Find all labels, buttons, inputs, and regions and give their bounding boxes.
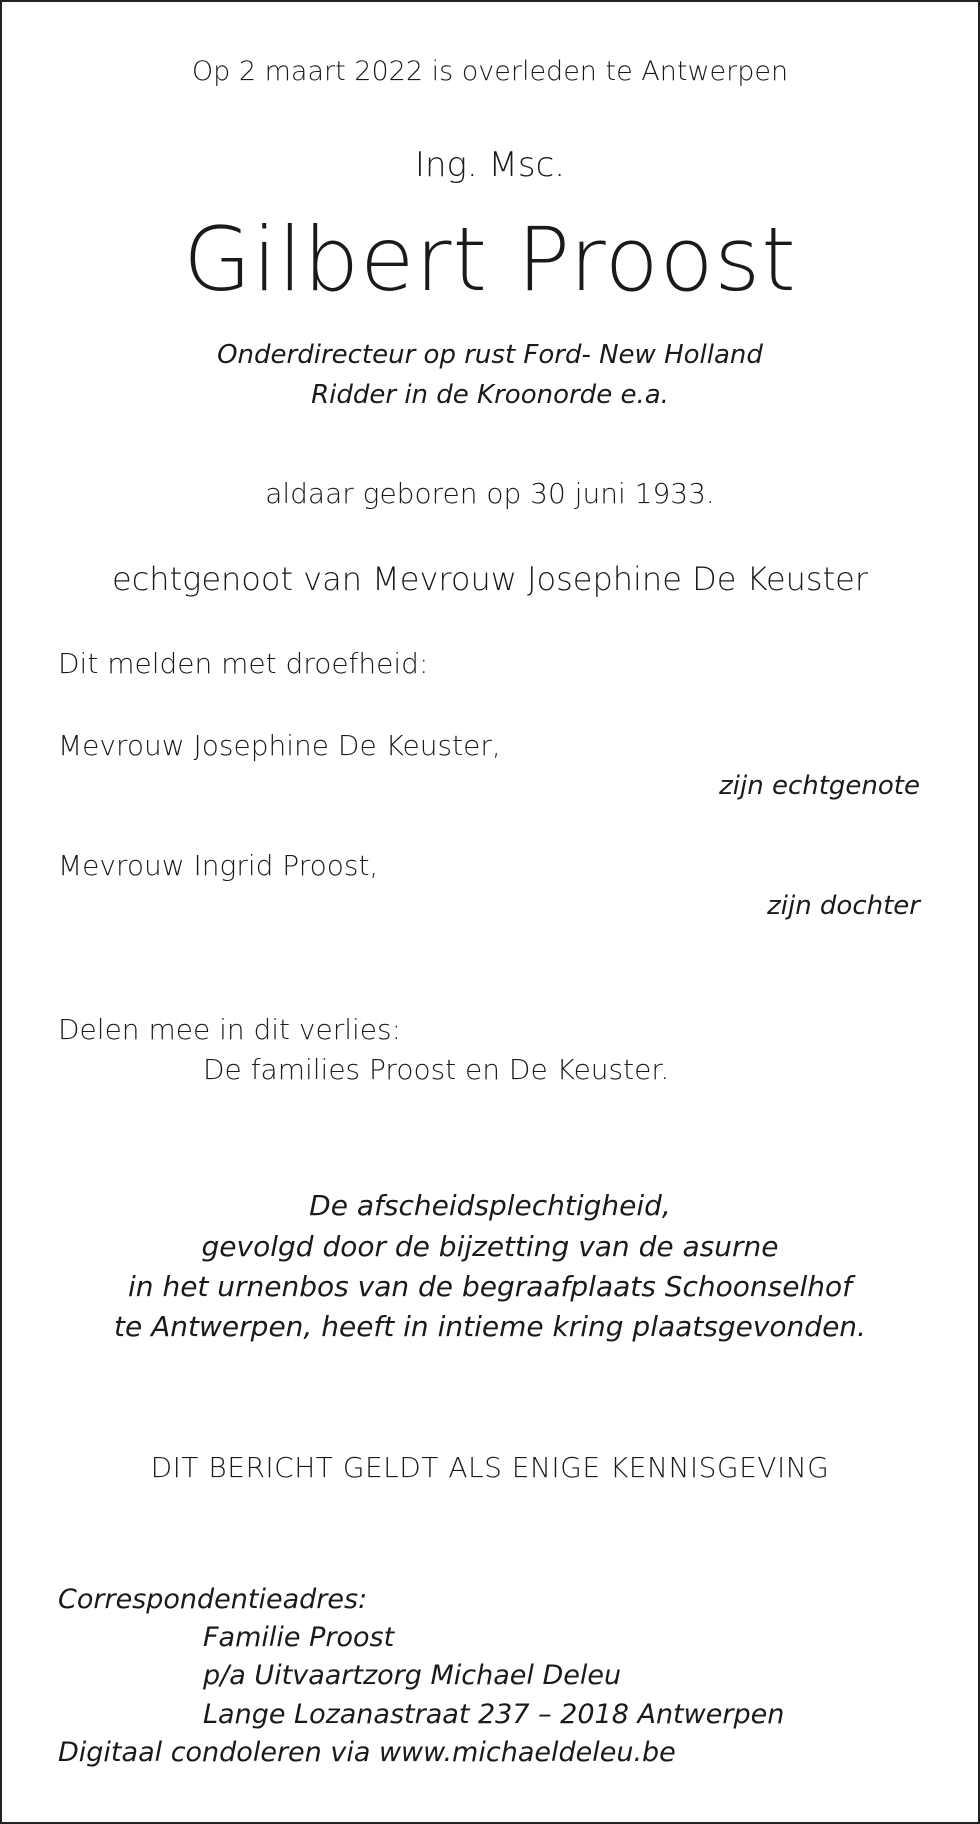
families-line: De families Proost en De Keuster.: [203, 1053, 670, 1086]
official-notice: DIT BERICHT GELDT ALS ENIGE KENNISGEVING: [150, 1451, 830, 1484]
ceremony-line: in het urnenbos van de begraafplaats Schoonselhof: [128, 1270, 852, 1303]
correspondence-label: Correspondentieadres:: [58, 1584, 368, 1615]
mourners-heading: Dit melden met droefheid:: [58, 647, 429, 680]
role-line: Ridder in de Kroonorde e.a.: [311, 380, 669, 410]
mourner-name: Mevrouw Josephine De Keuster,: [58, 729, 501, 762]
mourner-relation: zijn dochter: [767, 891, 920, 921]
address-line: p/a Uitvaartzorg Michael Deleu: [203, 1660, 622, 1691]
honorific-title: Ing. Msc.: [414, 145, 566, 185]
deceased-name: Gilbert Proost: [183, 208, 797, 311]
online-condolence-link[interactable]: Digitaal condoleren via www.michaeldeleu.be: [58, 1737, 676, 1768]
mourner-relation: zijn echtgenote: [719, 771, 920, 801]
ceremony-line: De afscheidsplechtigheid,: [309, 1189, 671, 1222]
address-line: Lange Lozanastraat 237 – 2018 Antwerpen: [203, 1699, 785, 1730]
spouse-info: echtgenoot van Mevrouw Josephine De Keuster: [112, 560, 868, 598]
ceremony-line: gevolgd door de bijzetting van de asurne: [201, 1230, 779, 1263]
ceremony-line: te Antwerpen, heeft in intieme kring plaatsgevonden.: [114, 1310, 866, 1343]
birth-info: aldaar geboren op 30 juni 1933.: [265, 477, 715, 510]
intro-text: Op 2 maart 2022 is overleden te Antwerpen: [191, 56, 789, 87]
address-line: Familie Proost: [203, 1622, 395, 1653]
mourner-name: Mevrouw Ingrid Proost,: [58, 849, 379, 882]
role-line: Onderdirecteur op rust Ford- New Holland: [217, 340, 763, 370]
share-heading: Delen mee in dit verlies:: [58, 1013, 402, 1046]
